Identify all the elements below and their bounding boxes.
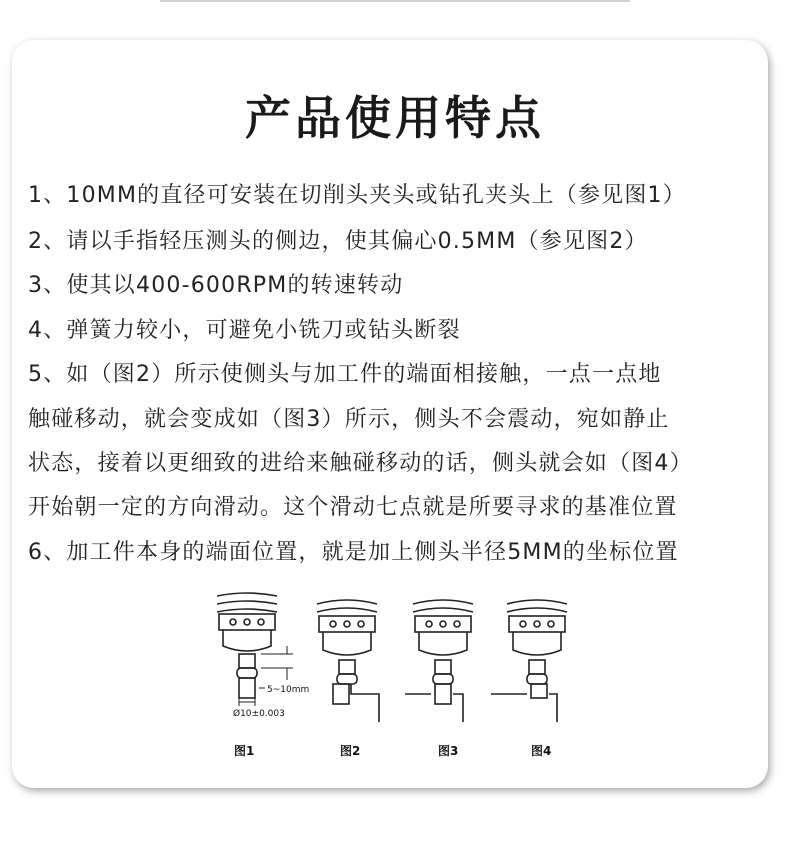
- figure-caption-1: 图1: [234, 744, 255, 758]
- feature-line-2: 2、请以手指轻压测头的侧边，使其偏心0.5MM（参见图2）: [28, 229, 648, 254]
- feature-line-5: 5、如（图2）所示使侧头与加工件的端面相接触，一点一点地: [28, 362, 662, 387]
- edge-finder-fig4: [491, 600, 567, 722]
- page-title: 产品使用特点: [245, 91, 545, 145]
- top-divider: [160, 0, 630, 2]
- feature-line-7: 状态，接着以更细致的进给来触碰移动的话，侧头就会如（图4）: [28, 451, 693, 476]
- figure-caption-3: 图3: [438, 744, 459, 758]
- figure-caption-4: 图4: [531, 744, 552, 758]
- edge-finder-fig2: [317, 600, 379, 722]
- feature-line-9: 6、加工件本身的端面位置，就是加上侧头半径5MM的坐标位置: [28, 540, 679, 565]
- edge-finder-diagram: [205, 588, 585, 738]
- feature-line-3: 3、使其以400-600RPM的转速转动: [28, 273, 404, 298]
- feature-line-6: 触碰移动，就会变成如（图3）所示，侧头不会震动，宛如静止: [28, 407, 670, 432]
- dim-label: 5~10mm: [267, 685, 310, 695]
- diameter-label: Ø10±0.003: [233, 709, 285, 719]
- edge-finder-fig3: [405, 600, 473, 722]
- feature-line-8: 开始朝一定的方向滑动。这个滑动七点就是所要寻求的基准位置: [28, 495, 678, 520]
- feature-line-1: 1、10MM的直径可安装在切削头夹头或钻孔夹头上（参见图1）: [28, 183, 686, 208]
- feature-line-4: 4、弹簧力较小，可避免小铣刀或钻头断裂: [28, 318, 461, 343]
- figure-caption-2: 图2: [340, 744, 361, 758]
